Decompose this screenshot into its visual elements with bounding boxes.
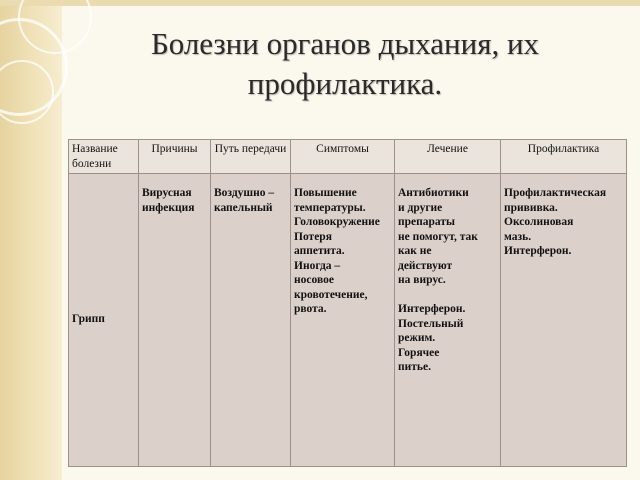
cell-symptoms: Повышение температуры. Головокружение Потеря аппетита. Иногда – носовое кровотечение, рвота. — [291, 174, 395, 467]
cell-transmission: Воздушно – капельный — [211, 174, 291, 467]
table-header-row — [69, 140, 627, 174]
diseases-table — [68, 139, 627, 467]
cell-prevention: Профилактическая прививка. Оксолиновая мазь. Интерферон. — [501, 174, 627, 467]
header-disease-name: Название болезни — [69, 140, 139, 174]
slide-title: Болезни органов дыхания, их профилактика. — [150, 26, 540, 101]
decorative-top-band — [0, 0, 640, 6]
cell-cause: Вирусная инфекция — [139, 174, 211, 467]
cell-treatment: Антибиотики и другие препараты не помогут, так как не действуют на вирус. Интерферон. Постельный режим. Горячее питье. — [395, 174, 501, 467]
header-causes: Причины — [139, 140, 211, 174]
header-symptoms: Симптомы — [291, 140, 395, 174]
header-transmission: Путь передачи — [211, 140, 291, 174]
header-treatment: Лечение — [395, 140, 501, 174]
table-row — [69, 174, 627, 467]
header-prevention: Профилактика — [501, 140, 627, 174]
cell-disease: Грипп — [69, 174, 139, 467]
